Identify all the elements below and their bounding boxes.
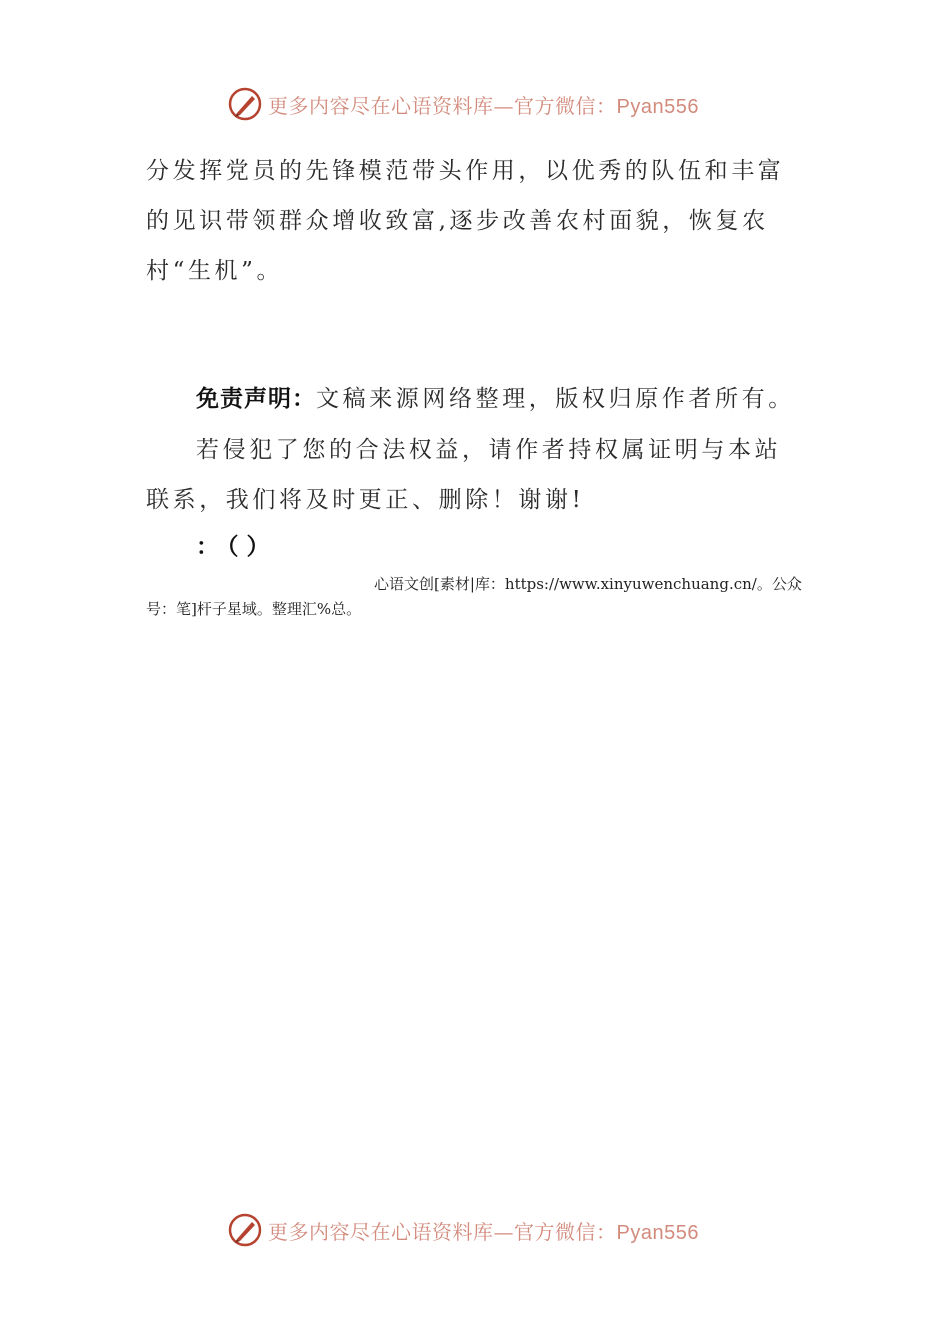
header-banner <box>228 86 699 122</box>
disclaimer-paragraph <box>146 374 806 424</box>
body-paragraph: 分发挥党员的先锋模范带头作用，以优秀的队伍和丰富的见识带领群众增收致富,逐步改善农村面貌，恢复农村“生机”。 <box>146 158 785 284</box>
pen-logo-icon <box>228 1213 262 1247</box>
source-note: 心语文创[素材|库：https://www.xinyuwenchuang.cn/。公众号：笔]杆子星域。整理汇%总。 <box>146 575 802 618</box>
banner-text: 更多内容尽在心语资料库—官方微信：Pyan556 <box>268 1219 699 1244</box>
punctuation-line: ：（） <box>196 534 278 560</box>
disclaimer-label: 免责声明： <box>196 386 316 412</box>
pen-logo-icon <box>228 87 262 121</box>
wechat-id: Pyan556 <box>616 1221 699 1244</box>
disclaimer-text: 文稿来源网络整理，版权归原作者所有。 <box>316 386 795 412</box>
wechat-id: Pyan556 <box>616 95 699 118</box>
footer-banner <box>228 1212 699 1248</box>
banner-text: 更多内容尽在心语资料库—官方微信：Pyan556 <box>268 93 699 118</box>
copyright-paragraph: 若侵犯了您的合法权益，请作者持权属证明与本站联系，我们将及时更正、删除！谢谢! <box>146 437 782 513</box>
